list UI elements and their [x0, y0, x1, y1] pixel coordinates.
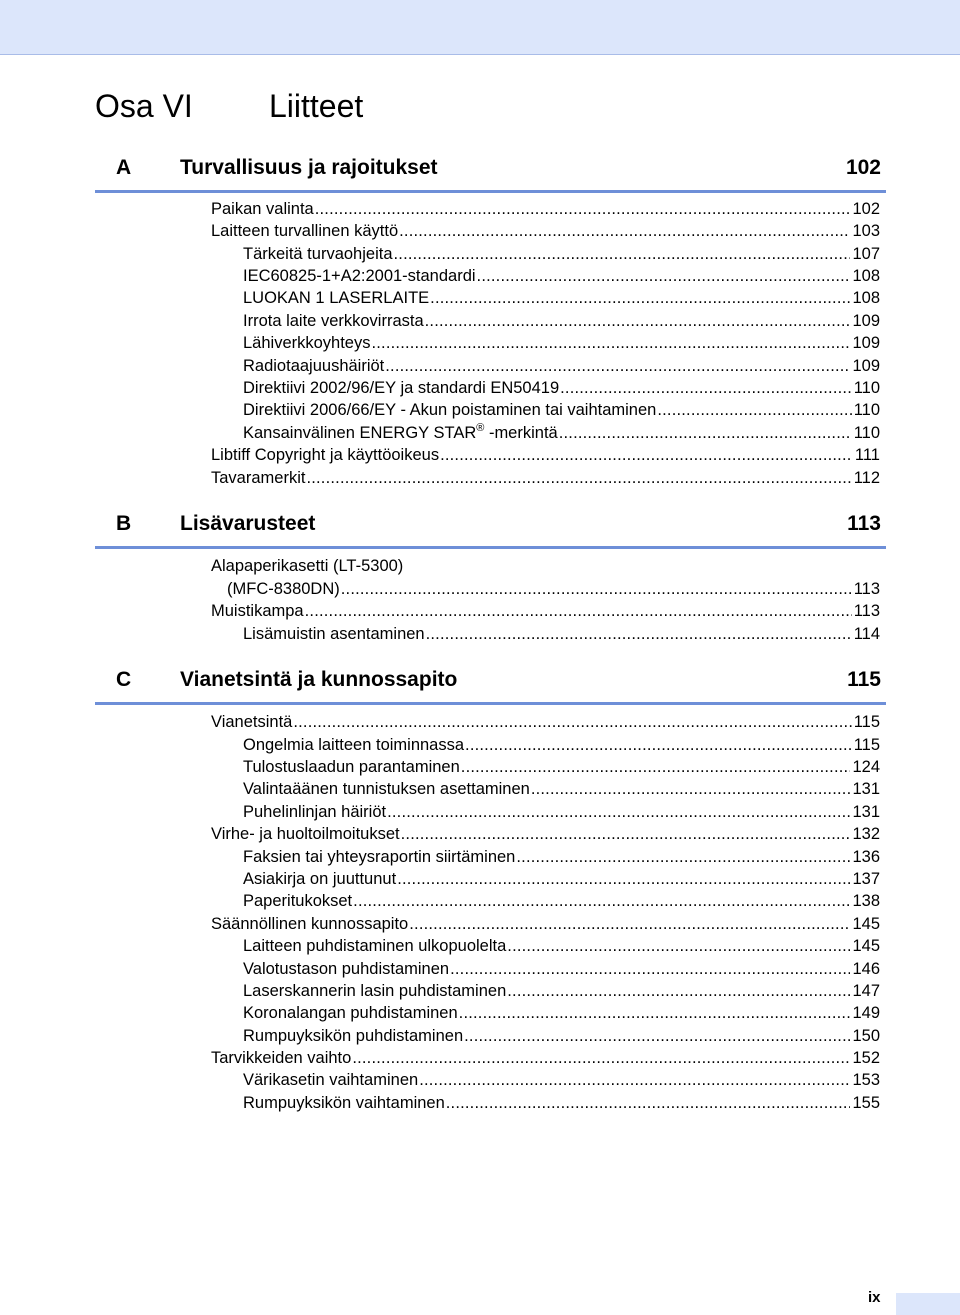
- part-label: Osa VI: [95, 88, 193, 124]
- chapter-page-number: 102: [845, 156, 881, 179]
- toc-entry-page: 153: [852, 1071, 880, 1089]
- toc-entry-page: 138: [852, 892, 880, 910]
- dot-leader: [430, 287, 850, 309]
- toc-entry-page: 124: [852, 758, 880, 776]
- toc-entry[interactable]: [211, 467, 880, 489]
- toc-entry-title: Koronalangan puhdistaminen: [243, 1004, 458, 1022]
- toc-entry-page: 109: [852, 357, 880, 375]
- toc-entry[interactable]: [243, 868, 880, 890]
- toc-entry[interactable]: [243, 846, 880, 868]
- dot-leader: [477, 265, 851, 287]
- toc-entry-title: Värikasetin vaihtaminen: [243, 1071, 419, 1089]
- dot-leader: [465, 734, 852, 756]
- toc-entry[interactable]: [243, 980, 880, 1002]
- toc-entry[interactable]: [243, 310, 880, 332]
- toc-entry-page: 109: [852, 312, 880, 330]
- toc-entry[interactable]: [243, 890, 880, 912]
- toc-entry[interactable]: [243, 399, 880, 421]
- toc-entry-page: 112: [853, 469, 880, 487]
- chapter-heading-c[interactable]: [95, 662, 886, 705]
- toc-entry[interactable]: [211, 220, 880, 242]
- toc-entry-title: Rumpuyksikön vaihtaminen: [243, 1094, 445, 1112]
- chapter-heading-a[interactable]: [95, 150, 886, 193]
- toc-entry[interactable]: [211, 913, 880, 935]
- toc-entry-title: LUOKAN 1 LASERLAITE: [243, 289, 430, 307]
- toc-entry-title: Valotustason puhdistaminen: [243, 960, 450, 978]
- toc-entry-page: 150: [852, 1027, 880, 1045]
- dot-leader: [464, 1025, 850, 1047]
- toc-entry-page: 155: [852, 1094, 880, 1112]
- dot-leader: [425, 310, 851, 332]
- chapter-title: Vianetsintä ja kunnossapito: [180, 668, 458, 691]
- toc-entry-page: 132: [852, 825, 880, 843]
- toc-entry-title: Laserskannerin lasin puhdistaminen: [243, 982, 507, 1000]
- dot-leader: [657, 399, 851, 421]
- toc-entry[interactable]: [211, 711, 880, 733]
- toc-entry[interactable]: [211, 600, 880, 622]
- dot-leader: [426, 623, 852, 645]
- chapter-title: Turvallisuus ja rajoitukset: [180, 156, 438, 179]
- toc-entry-title: IEC60825-1+A2:2001-standardi: [243, 267, 476, 285]
- toc-entry[interactable]: [243, 958, 880, 980]
- toc-entry-title: Tavaramerkit: [211, 469, 306, 487]
- dot-leader: [353, 890, 850, 912]
- toc-entry-title: Irrota laite verkkovirrasta: [243, 312, 424, 330]
- toc-entry-page: 108: [852, 267, 880, 285]
- toc-entry[interactable]: [243, 935, 880, 957]
- chapter-letter: B: [116, 512, 132, 535]
- toc-entry-page: 109: [852, 334, 880, 352]
- dot-leader: [401, 823, 851, 845]
- toc-entry-title: Valintaäänen tunnistuksen asettaminen: [243, 780, 530, 798]
- toc-entry[interactable]: [243, 778, 880, 800]
- toc-entry[interactable]: [243, 623, 880, 645]
- toc-entry-title: Rumpuyksikön puhdistaminen: [243, 1027, 464, 1045]
- toc-entry-page: 145: [852, 937, 880, 955]
- toc-entry-title: Ongelmia laitteen toiminnassa: [243, 736, 465, 754]
- toc-entry[interactable]: [243, 265, 880, 287]
- toc-entry[interactable]: [243, 422, 880, 444]
- toc-entry[interactable]: [243, 1069, 880, 1091]
- toc-entry-page: 110: [853, 379, 880, 397]
- toc-entry[interactable]: [211, 1047, 880, 1069]
- toc-entry[interactable]: [243, 287, 880, 309]
- dot-leader: [397, 868, 850, 890]
- toc-entry[interactable]: [243, 1092, 880, 1114]
- dot-leader: [507, 935, 850, 957]
- dot-leader: [387, 801, 850, 823]
- toc-entry-title: Asiakirja on juuttunut: [243, 870, 397, 888]
- part-title: Liitteet: [269, 88, 364, 124]
- toc-entry-title: Libtiff Copyright ja käyttöoikeus: [211, 446, 440, 464]
- toc-entry[interactable]: [243, 377, 880, 399]
- dot-leader: [305, 600, 852, 622]
- toc-entry[interactable]: [243, 243, 880, 265]
- dot-leader: [531, 778, 851, 800]
- toc-entry[interactable]: [227, 578, 880, 600]
- toc-entry-title: Radiotaajuushäiriöt: [243, 357, 385, 375]
- toc-entry-page: 111: [854, 446, 880, 464]
- dot-leader: [450, 958, 850, 980]
- toc-entry-title: Paperitukokset: [243, 892, 353, 910]
- chapter-page-number: 115: [847, 668, 881, 691]
- toc-entry-title: Säännöllinen kunnossapito: [211, 915, 409, 933]
- chapter-heading-b[interactable]: [95, 506, 886, 549]
- dot-leader: [516, 846, 850, 868]
- toc-entry-title: Faksien tai yhteysraportin siirtäminen: [243, 848, 516, 866]
- toc-entry-title: Virhe- ja huoltoilmoitukset: [211, 825, 400, 843]
- dot-leader: [446, 1092, 851, 1114]
- dot-leader: [419, 1069, 850, 1091]
- chapter-letter: A: [116, 156, 132, 179]
- toc-entry-title: Vianetsintä: [211, 713, 293, 731]
- toc-entry[interactable]: [211, 823, 880, 845]
- toc-entry-page: 115: [853, 713, 880, 731]
- chapter-page-number: 113: [847, 512, 881, 535]
- toc-entry-title: Lisämuistin asentaminen: [243, 625, 425, 643]
- toc-entry-page: 103: [852, 222, 880, 240]
- toc-entry-page: 108: [852, 289, 880, 307]
- toc-entry-page: 113: [853, 580, 880, 598]
- toc-entry-page: 152: [852, 1049, 880, 1067]
- toc-entry-title-main: Kansainvälinen ENERGY STAR: [243, 424, 477, 442]
- chapter-letter: C: [116, 668, 132, 691]
- toc-entry-title: Paikan valinta: [211, 200, 314, 218]
- toc-entry-page: 110: [853, 401, 880, 419]
- toc-entry[interactable]: [243, 801, 880, 823]
- footer-band: [896, 1293, 960, 1315]
- dot-leader: [341, 578, 852, 600]
- dot-leader: [399, 220, 850, 242]
- toc-entry-page: 114: [853, 625, 880, 643]
- toc-entry-page: 115: [853, 736, 880, 754]
- toc-entry[interactable]: [243, 734, 880, 756]
- dot-leader: [385, 355, 850, 377]
- toc-entry-page: 149: [852, 1004, 880, 1022]
- toc-entry-title-suffix: -merkintä: [484, 424, 558, 442]
- toc-entry-page: 113: [853, 602, 880, 620]
- dot-leader: [461, 756, 851, 778]
- toc-entry-page: 137: [852, 870, 880, 888]
- toc-entry-title-line[interactable]: Alapaperikasetti (LT-5300): [211, 557, 404, 575]
- toc-entry-title: Puhelinlinjan häiriöt: [243, 803, 387, 821]
- part-heading: [95, 88, 895, 128]
- toc-entry-title: Tarvikkeiden vaihto: [211, 1049, 352, 1067]
- toc-entry-title: Direktiivi 2006/66/EY - Akun poistaminen tai vaihtaminen: [243, 401, 657, 419]
- toc-entry[interactable]: [243, 332, 880, 354]
- dot-leader: [507, 980, 850, 1002]
- dot-leader: [409, 913, 850, 935]
- registered-mark: ®: [476, 422, 485, 434]
- toc-entry-title: Laitteen puhdistaminen ulkopuolelta: [243, 937, 507, 955]
- toc-entry-page: 136: [852, 848, 880, 866]
- dot-leader: [293, 711, 851, 733]
- dot-leader: [315, 198, 851, 220]
- toc-entry-title: Laitteen turvallinen käyttö: [211, 222, 399, 240]
- dot-leader: [560, 377, 852, 399]
- toc-entry[interactable]: [243, 355, 880, 377]
- toc-entry-title: Lähiverkkoyhteys: [243, 334, 371, 352]
- toc-entry-title: Muistikampa: [211, 602, 304, 620]
- toc-entry-title: Tulostuslaadun parantaminen: [243, 758, 460, 776]
- header-band: [0, 0, 960, 55]
- dot-leader: [371, 332, 850, 354]
- toc-entry[interactable]: [211, 198, 880, 220]
- toc-entry-title: Direktiivi 2002/96/EY ja standardi EN50419: [243, 379, 560, 397]
- toc-entry-page: 131: [852, 780, 880, 798]
- toc-entry[interactable]: [211, 444, 880, 466]
- toc-entry-page: 147: [852, 982, 880, 1000]
- dot-leader: [394, 243, 851, 265]
- toc-entry-title: [243, 422, 558, 444]
- dot-leader: [306, 467, 851, 489]
- toc-entry[interactable]: [243, 1025, 880, 1047]
- toc-entry-title: Tärkeitä turvaohjeita: [243, 245, 393, 263]
- toc-entry-page: 145: [852, 915, 880, 933]
- dot-leader: [352, 1047, 850, 1069]
- toc-entry-page: 146: [852, 960, 880, 978]
- chapter-title: Lisävarusteet: [180, 512, 316, 535]
- toc-entry-page: 107: [852, 245, 880, 263]
- toc-entry[interactable]: [243, 756, 880, 778]
- page-number: ix: [868, 1289, 881, 1306]
- dot-leader: [459, 1002, 851, 1024]
- toc-entry-title: (MFC-8380DN): [227, 580, 340, 598]
- dot-leader: [440, 444, 853, 466]
- toc-entry[interactable]: [243, 1002, 880, 1024]
- toc-entry-page: 131: [852, 803, 880, 821]
- dot-leader: [559, 422, 852, 444]
- toc-entry-page: 110: [853, 424, 880, 442]
- toc-entry-page: 102: [852, 200, 880, 218]
